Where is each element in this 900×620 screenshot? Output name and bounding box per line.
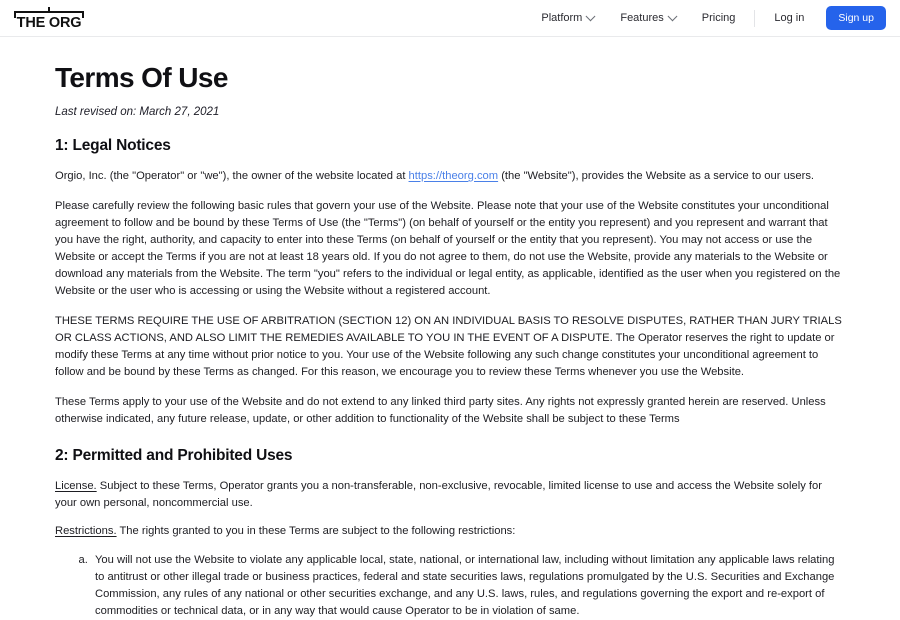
login-link[interactable]: Log in xyxy=(774,12,805,24)
list-item: a. You will not use the Website to violate any applicable local, state, national, or international law, including without limitation any applicable laws relating to antitrust or other illegal trade or business practices, federal and state securities laws, regulations promulgated by the U.S. Securities and Exchange Commission, any rules of any national or other securities exchange, and any U.S. laws, rules, and regulations governing the export and re-export of commodities or technical data, or in any way that would cause Operator to be in violation of same. xyxy=(91,552,845,620)
brand-logo-text: THE ORG xyxy=(16,14,82,31)
terms-of-use-page xyxy=(0,63,900,620)
nav-item-platform[interactable] xyxy=(528,12,607,24)
paragraph-restrictions xyxy=(55,523,845,540)
site-header xyxy=(0,0,900,37)
paragraph-arbitration-notice: THESE TERMS REQUIRE THE USE OF ARBITRATION (SECTION 12) ON AN INDIVIDUAL BASIS TO RESOLVE DISPUTES, RATHER THAN JURY TRIALS OR CLASS ACTIONS, AND ALSO LIMIT THE REMEDIES AVAILABLE TO YOU IN THE EVENT OF A DISPUTE. The Operator reserves the right to update or modify these Terms at any time without prior notice to you. Your use of the Website following any such change constitutes your unconditional agreement to follow and be bound by these Terms as changed. For this reason, we encourage you to review these Terms whenever you use the Website. xyxy=(55,314,842,378)
nav-item-features-label: Features xyxy=(620,12,664,24)
restrictions-term-label: Restrictions. xyxy=(55,525,117,538)
nav-item-pricing[interactable] xyxy=(689,12,749,24)
license-term-label: License. xyxy=(55,480,97,492)
last-revised-date: Last revised on: March 27, 2021 xyxy=(55,105,220,118)
chevron-down-icon xyxy=(586,11,596,21)
nav-item-pricing-label: Pricing xyxy=(701,12,736,24)
paragraph-scope-of-terms: These Terms apply to your use of the Website and do not extend to any linked third party sites. Any rights not expressly granted herein are reserved. Unless otherwise indicated, any future release, update, or other addition to functionality of the Website shall be subject to these Terms xyxy=(55,395,826,425)
license-term-text: Subject to these Terms, Operator grants you a non-transferable, non-exclusive, revocable, limited license to use and access the Website solely for your own personal, noncommercial use. xyxy=(55,480,822,510)
paragraph-operator-intro xyxy=(55,168,845,185)
section-heading-permitted-prohibited-uses: 2: Permitted and Prohibited Uses xyxy=(55,447,293,464)
primary-navigation xyxy=(528,6,886,30)
nav-item-platform-label: Platform xyxy=(541,12,583,24)
chevron-down-icon xyxy=(667,11,677,21)
restrictions-list xyxy=(55,552,845,620)
section-heading-legal-notices: 1: Legal Notices xyxy=(55,136,171,154)
nav-divider xyxy=(754,10,755,27)
nav-item-features[interactable] xyxy=(607,12,688,24)
org-chart-bracket-icon xyxy=(14,7,84,31)
signup-button[interactable]: Sign up xyxy=(826,6,886,30)
paragraph-operator-intro-after: (the "Website"), provides the Website as a service to our users. xyxy=(498,169,815,182)
restrictions-term-text: The rights granted to you in these Terms are subject to the following restrictions: xyxy=(116,525,516,538)
theorg-website-link[interactable]: https://theorg.com xyxy=(408,169,499,182)
paragraph-license xyxy=(55,478,845,512)
paragraph-operator-intro-before: Orgio, Inc. (the "Operator" or "we"), the owner of the website located at xyxy=(55,169,409,182)
paragraph-review-rules: Please carefully review the following basic rules that govern your use of the Website. Please note that your use of the Website constitutes your unconditional agreement to follow and be bound by these Terms of Use (the "Terms") (on behalf of yourself or the entity you represent) and you represent and warrant that you have the right, authority, and capacity to enter into these Terms (on behalf of yourself or the entity that you represent). You may not access or use the Website or accept the Terms if you are not at least 18 years old. If you do not agree to them, do not use the Website, provide any materials to the Website or download any materials from the Website. The term "you" refers to the individual or legal entity, as applicable, identified as the user when you registered on the Website or the user who is accessing or using the Website without a registered account. xyxy=(55,199,841,297)
brand-logo[interactable] xyxy=(14,5,84,31)
page-title: Terms Of Use xyxy=(55,62,228,93)
